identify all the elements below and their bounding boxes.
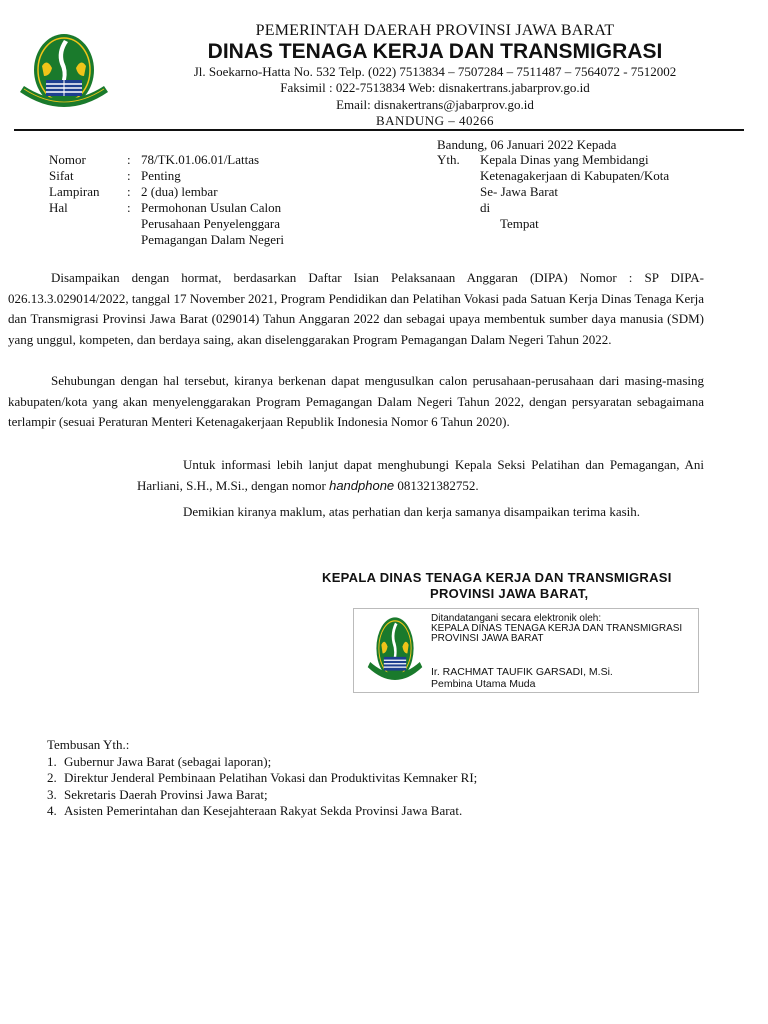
meta-value-lampiran: 2 (dua) lembar xyxy=(141,184,218,199)
list-item xyxy=(47,770,747,787)
cc-number: 3. xyxy=(47,786,57,802)
meta-label-lampiran: Lampiran xyxy=(49,184,100,199)
recipient-block xyxy=(437,152,757,232)
meta-label-hal: Hal xyxy=(49,200,68,215)
body-paragraph-3-text: Untuk informasi lebih lanjut dapat menghubungi Kepala Seksi Pelatihan dan Pemagangan, Ani Harliani, S.H., M.Si., dengan nomor xyxy=(137,457,704,493)
body-paragraph-3-italic: handphone xyxy=(329,477,395,493)
signatory-rank: Pembina Utama Muda xyxy=(431,678,536,690)
cc-title: Tembusan Yth.: xyxy=(47,737,130,752)
cc-number: 2. xyxy=(47,770,57,785)
letter-date: Bandung, 06 Januari 2022 Kepada xyxy=(437,137,617,152)
letterhead-fax-web: Faksimil : 022-7513834 Web: disnakertrans.jabarprov.go.id xyxy=(280,80,590,95)
signature-title-1: KEPALA DINAS TENAGA KERJA DAN TRANSMIGRASI xyxy=(322,570,672,585)
body-paragraph-1: Disampaikan dengan hormat, berdasarkan Daftar Isian Pelaksanaan Anggaran (DIPA) Nomor : SP DIPA-026.13.3.029014/2022, tanggal 17 November 2021, Program Pendidikan dan Pelatihan Vokasi pada Satuan Kerja Dinas Tenaga Kerja dan Transmigrasi Provinsi Jawa Barat (029014) Tahun Anggaran 2022 dan sebagai upaya membentuk sumber daya manusia (SDM) yang unggul, kompeten, dan berdaya saing, akan diselenggarakan Program Pemagangan Dalam Negeri Tahun 2022. xyxy=(8,270,704,347)
list-item xyxy=(47,787,747,804)
body-paragraph-2: Sehubungan dengan hal tersebut, kiranya berkenan dapat mengusulkan calon perusahaan-perusahaan dari masing-masing kabupaten/kota yang akan menyelenggarakan Program Pemagangan Dalam Negeri Tahun 2022, dengan persyaratan sebagaimana terlampir (sesuai Peraturan Menteri Ketenagakerjaan Republik Indonesia Nomor 6 Tahun 2020). xyxy=(8,373,704,429)
letter-meta xyxy=(49,152,389,252)
cc-text: Direktur Jenderal Pembinaan Pelatihan Vokasi dan Produktivitas Kemnaker RI; xyxy=(64,770,478,785)
letterhead-government: PEMERINTAH DAERAH PROVINSI JAWA BARAT xyxy=(255,22,615,39)
meta-label-sifat: Sifat xyxy=(49,168,74,183)
cc-number: 4. xyxy=(47,803,57,818)
meta-value-hal-2: Perusahaan Penyelenggara xyxy=(141,216,280,231)
cc-number: 1. xyxy=(47,753,57,769)
esign-position-2: PROVINSI JAWA BARAT xyxy=(431,633,544,644)
recipient-line-2: Ketenagakerjaan di Kabupaten/Kota xyxy=(480,168,670,183)
body-paragraph-4: Demikian kiranya maklum, atas perhatian dan kerja samanya disampaikan terima kasih. xyxy=(183,504,641,519)
esign-caption: Ditandatangani secara elektronik oleh: xyxy=(431,613,602,624)
body-paragraph-3-phone: 081321382752. xyxy=(394,477,479,493)
meta-colon: : xyxy=(127,184,131,199)
letterhead-divider xyxy=(14,129,744,131)
recipient-line-1: Kepala Dinas yang Membidangi xyxy=(480,152,649,167)
meta-label-nomor: Nomor xyxy=(49,152,86,167)
cc-text: Sekretaris Daerah Provinsi Jawa Barat; xyxy=(64,786,268,802)
meta-value-hal-1: Permohonan Usulan Calon xyxy=(141,200,282,215)
signature-title-2: PROVINSI JAWA BARAT, xyxy=(430,586,589,601)
letterhead-email: Email: disnakertrans@jabarprov.go.id xyxy=(336,97,534,112)
letterhead-agency: DINAS TENAGA KERJA DAN TRANSMIGRASI xyxy=(207,40,663,63)
letterhead-address: Jl. Soekarno-Hatta No. 532 Telp. (022) 7513834 – 7507284 – 7511487 – 7564072 - 7512002 xyxy=(193,64,677,79)
recipient-label: Yth. xyxy=(437,152,460,167)
meta-value-hal-3: Pemagangan Dalam Negeri xyxy=(141,232,284,247)
meta-colon: : xyxy=(127,168,131,183)
cc-text: Asisten Pemerintahan dan Kesejahteraan Rakyat Sekda Provinsi Jawa Barat. xyxy=(64,803,463,818)
west-java-emblem-icon xyxy=(14,30,114,114)
recipient-line-5: Tempat xyxy=(500,216,539,231)
body-paragraph-3 xyxy=(137,455,704,496)
list-item xyxy=(47,754,747,771)
meta-value-nomor: 78/TK.01.06.01/Lattas xyxy=(141,152,260,167)
meta-value-sifat: Penting xyxy=(141,168,181,183)
signatory-name: Ir. RACHMAT TAUFIK GARSADI, M.Si. xyxy=(431,666,613,678)
meta-colon: : xyxy=(127,200,131,215)
carbon-copy-list xyxy=(47,737,747,820)
recipient-line-4: di xyxy=(480,200,491,215)
esign-position-1: KEPALA DINAS TENAGA KERJA DAN TRANSMIGRASI xyxy=(431,623,683,634)
recipient-line-3: Se- Jawa Barat xyxy=(480,184,558,199)
list-item xyxy=(47,803,747,820)
cc-text: Gubernur Jawa Barat (sebagai laporan); xyxy=(64,753,272,769)
letterhead-city: BANDUNG – 40266 xyxy=(376,113,494,128)
west-java-emblem-icon xyxy=(364,614,426,686)
meta-colon: : xyxy=(127,152,131,167)
